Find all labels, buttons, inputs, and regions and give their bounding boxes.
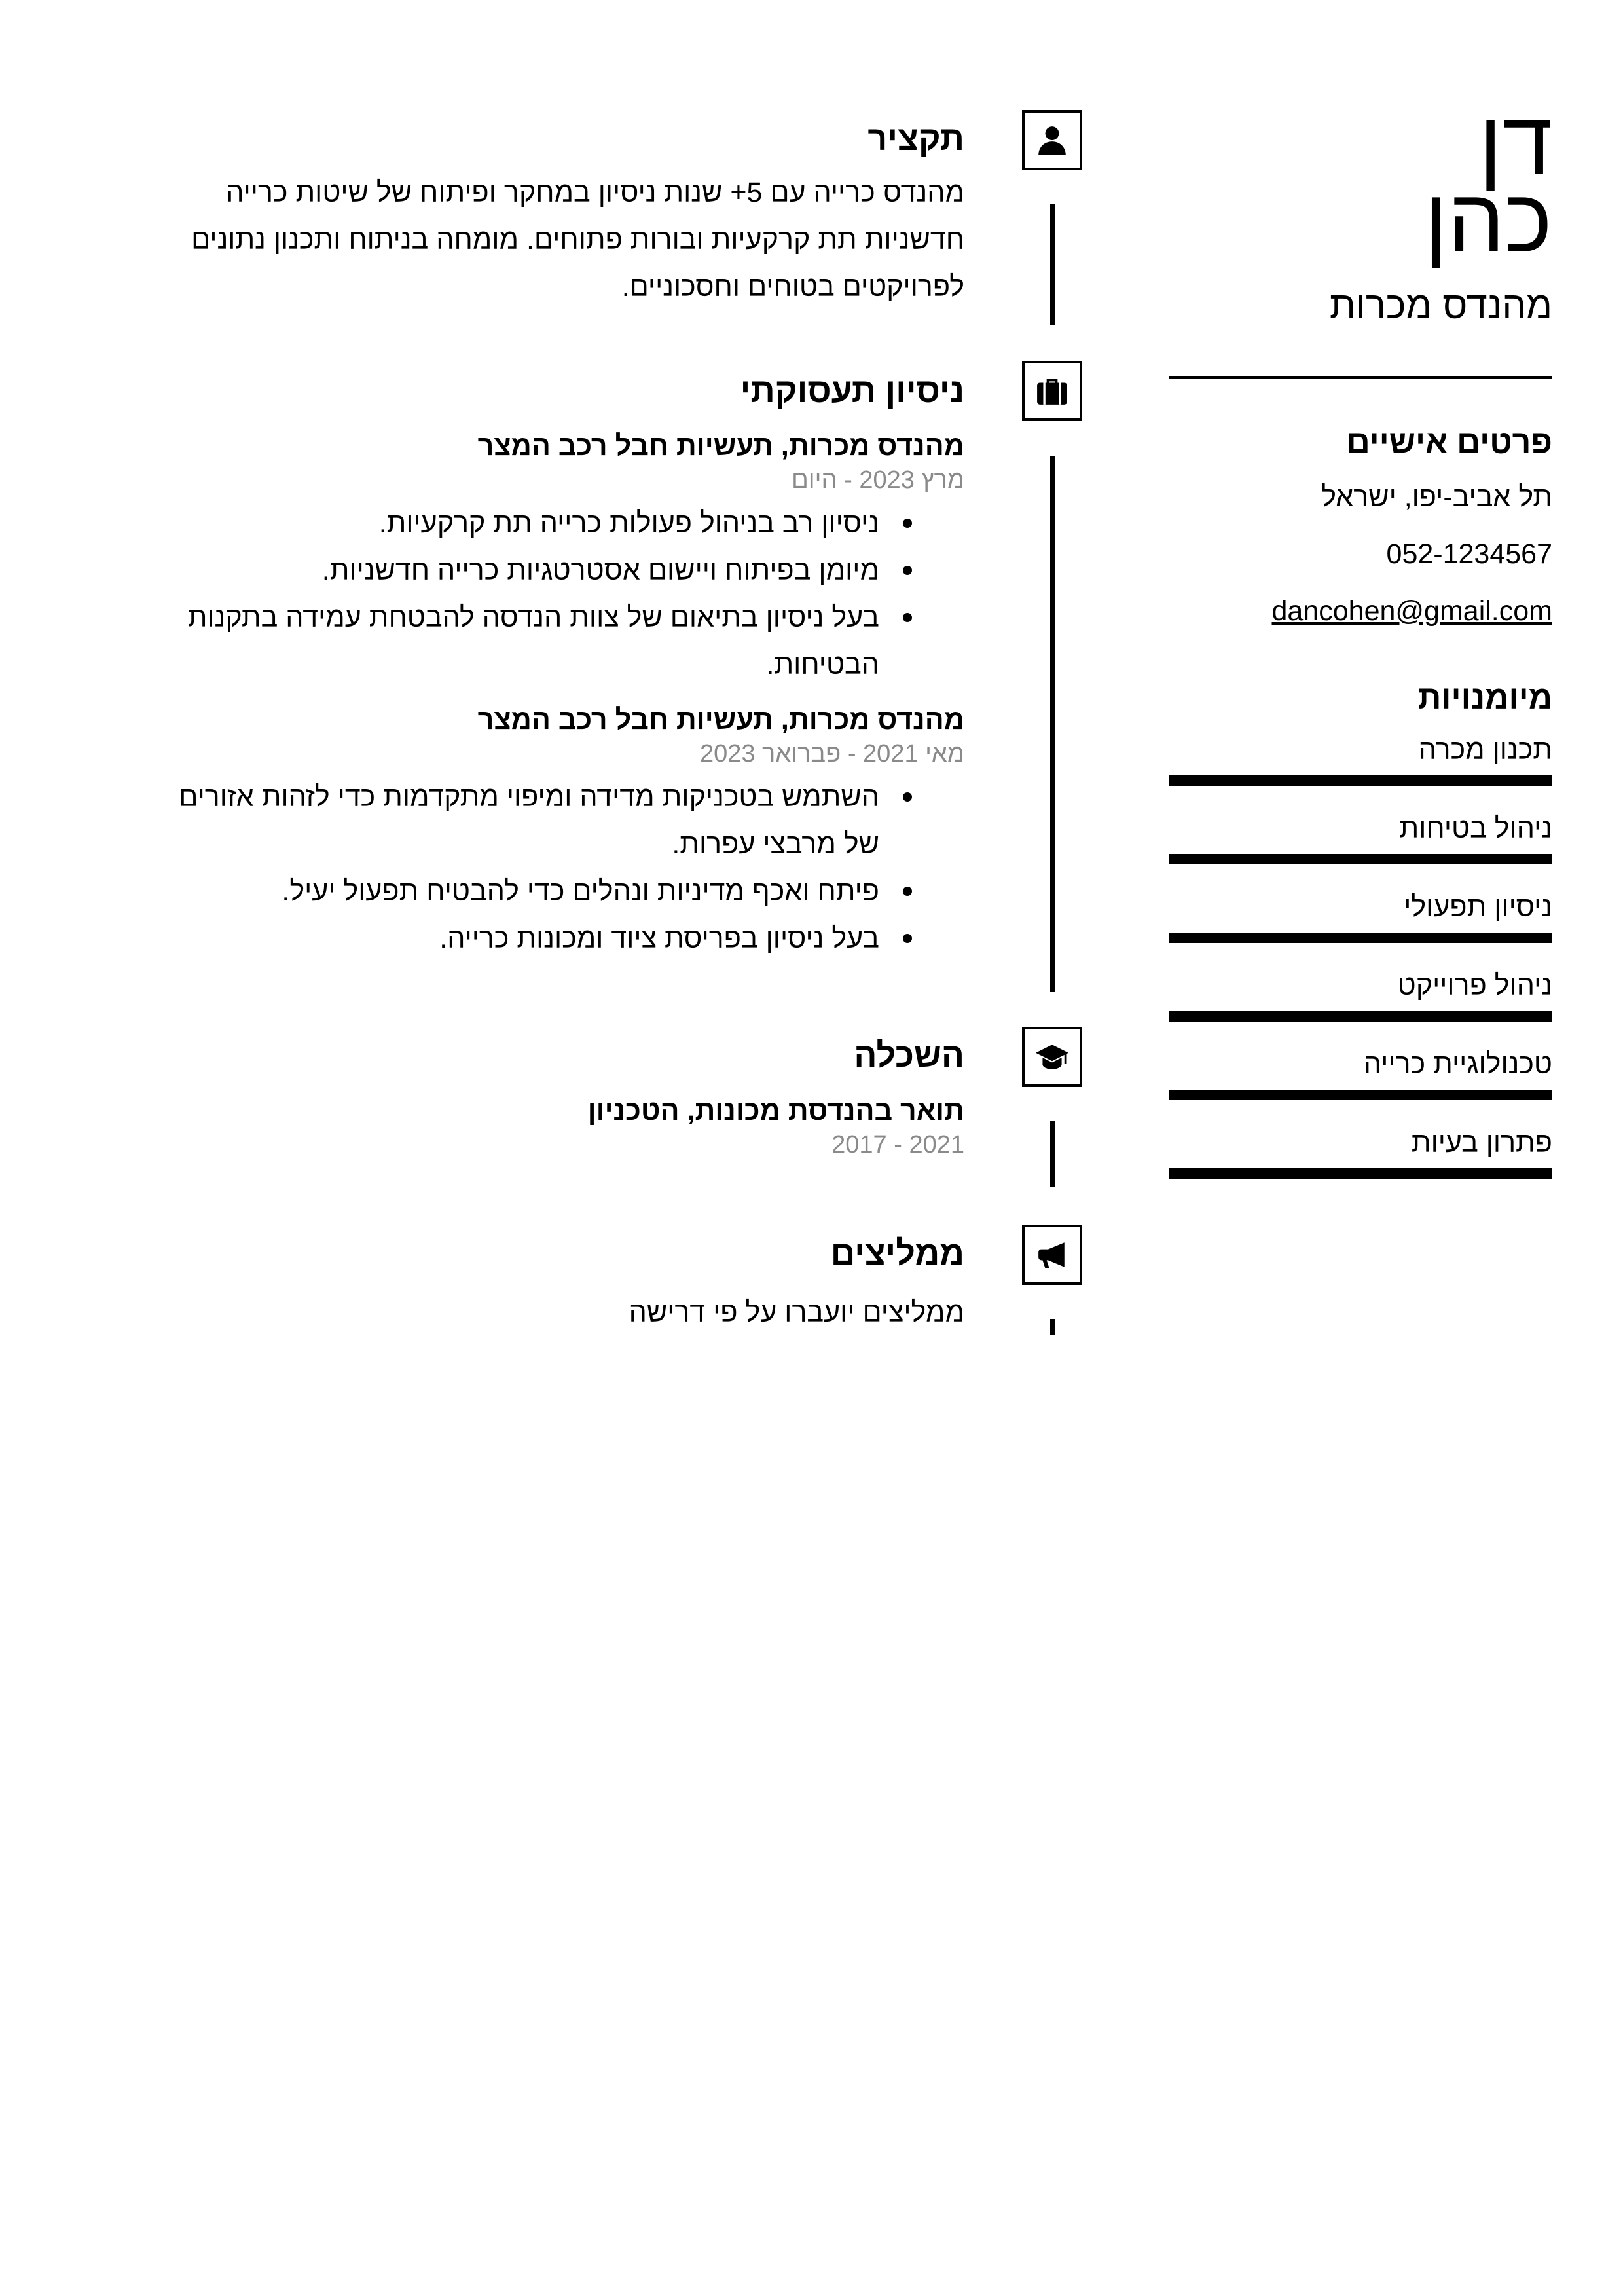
timeline-line	[1050, 1319, 1055, 1335]
email-link[interactable]: dancohen@gmail.com	[1271, 595, 1552, 627]
skills-heading: מיומנויות	[1417, 679, 1552, 716]
education-section	[139, 1036, 964, 1160]
skill-item	[1169, 731, 1552, 786]
sidebar	[1169, 93, 1552, 1202]
skill-item	[1169, 888, 1552, 943]
job-entry	[139, 428, 964, 688]
education-dates: 2017 - 2021	[831, 1131, 964, 1158]
job-role: מהנדס מכרות, תעשיות חבל רכב המצר	[477, 430, 964, 462]
job-title: מהנדס מכרות	[1329, 284, 1552, 327]
last-name: כהן	[1424, 170, 1552, 271]
job-bullets	[139, 500, 964, 688]
experience-heading: ניסיון תעסוקתי	[740, 372, 964, 410]
skill-item	[1169, 1124, 1552, 1179]
job-role: מהנדס מכרות, תעשיות חבל רכב המצר	[477, 704, 964, 735]
skill-bar	[1169, 1090, 1552, 1100]
skill-bar	[1169, 933, 1552, 943]
skill-item	[1169, 1045, 1552, 1100]
summary-section	[139, 119, 964, 310]
skill-bar	[1169, 1011, 1552, 1022]
briefcase-icon	[1036, 375, 1068, 407]
personal-heading: פרטים אישיים	[1346, 424, 1552, 460]
candidate-name	[1169, 93, 1552, 271]
skill-label: פתרון בעיות	[1411, 1127, 1552, 1158]
references-icon-box	[1022, 1225, 1082, 1285]
summary-heading: תקציר	[867, 120, 964, 158]
skill-label: תכנון מכרה	[1418, 734, 1552, 766]
bullet-item: בעל ניסיון בפריסת ציוד ומכונות כרייה.	[139, 915, 879, 962]
education-icon-box	[1022, 1027, 1082, 1087]
bullet-item: ניסיון רב בניהול פעולות כרייה תת קרקעיות.	[139, 500, 879, 547]
summary-icon-box	[1022, 110, 1082, 170]
references-heading: ממליצים	[830, 1234, 964, 1272]
experience-icon-box	[1022, 361, 1082, 421]
bullet-item: בעל ניסיון בתיאום של צוות הנדסה להבטחת עמידה בתקנות הבטיחות.	[139, 594, 879, 688]
location: תל אביב-יפו, ישראל	[1321, 481, 1552, 513]
bullet-item: פיתח ואכף מדיניות ונהלים כדי להבטיח תפעול יעיל.	[139, 868, 879, 915]
summary-text: מהנדס כרייה עם 5+ שנות ניסיון במחקר ופיתוח של שיטות כרייה חדשניות תת קרקעיות ובורות פתוחים. מומחה בניתוח ותכנון נתונים לפרויקטים בטוחים וחסכוניים.	[191, 177, 964, 303]
job-entry	[139, 701, 964, 962]
timeline-line	[1050, 456, 1055, 992]
skill-label: טכנולוגיית כרייה	[1363, 1048, 1552, 1080]
bullet-item: השתמש בטכניקות מדידה ומיפוי מתקדמות כדי לזהות אזורים של מרבצי עפרות.	[139, 773, 879, 868]
megaphone-icon	[1036, 1238, 1068, 1271]
references-text: ממליצים יועברו על פי דרישה	[629, 1297, 964, 1328]
references-section	[139, 1234, 964, 1332]
divider	[1169, 376, 1552, 379]
personal-details	[1169, 478, 1552, 630]
timeline-line	[1050, 204, 1055, 325]
education-entry	[139, 1092, 964, 1160]
degree: תואר בהנדסת מכונות, הטכניון	[587, 1095, 964, 1126]
skill-bar	[1169, 775, 1552, 786]
skill-label: ניהול בטיחות	[1399, 813, 1552, 844]
job-bullets	[139, 773, 964, 962]
skill-label: ניסיון תפעולי	[1404, 891, 1552, 923]
phone: 052-1234567	[1386, 538, 1552, 570]
first-name: דן	[1478, 93, 1552, 194]
education-heading: השכלה	[854, 1037, 964, 1075]
skill-item	[1169, 809, 1552, 864]
job-dates: מרץ 2023 - היום	[791, 466, 964, 494]
skill-bar	[1169, 1168, 1552, 1179]
skill-bar	[1169, 854, 1552, 864]
skill-label: ניהול פרוייקט	[1397, 970, 1552, 1001]
skill-item	[1169, 967, 1552, 1022]
experience-section	[139, 371, 964, 962]
job-dates: מאי 2021 - פברואר 2023	[699, 740, 964, 768]
timeline-line	[1050, 1121, 1055, 1187]
graduation-cap-icon	[1036, 1041, 1068, 1073]
person-icon	[1036, 124, 1068, 157]
bullet-item: מיומן בפיתוח ויישום אסטרטגיות כרייה חדשניות.	[139, 547, 879, 594]
skills-list	[1169, 731, 1552, 1179]
